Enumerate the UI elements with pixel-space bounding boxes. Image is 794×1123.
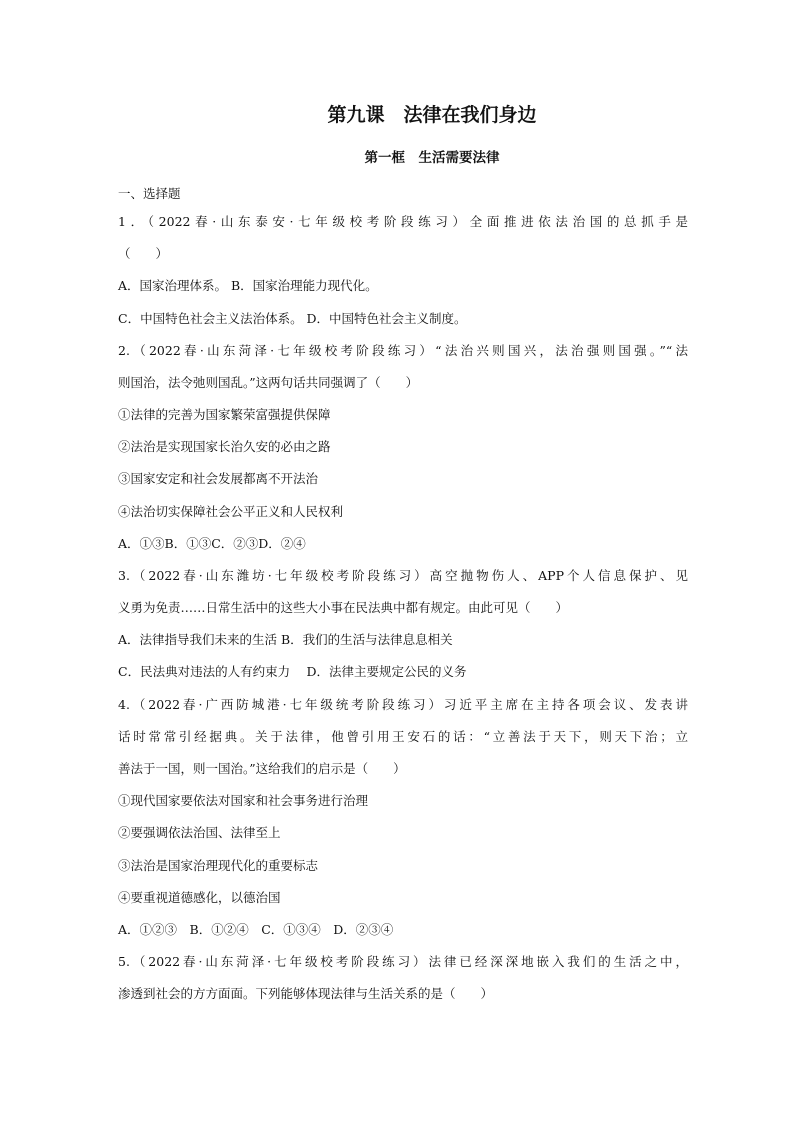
question-4-options: A．①②③ B．①②④ C．①③④ D．②③④: [118, 922, 394, 937]
question-1-options-ab: A．国家治理体系。 B．国家治理能力现代化。: [118, 278, 378, 293]
question-5-stem: 5.（2022春·山东菏泽·七年级校考阶段练习）法律已经深深地嵌入我们的生活之中，: [118, 954, 688, 969]
question-2-stem: 2.（2022春·山东菏泽·七年级校考阶段练习）“法治兴则国兴，法治强则国强。”“法: [118, 343, 688, 358]
question-4-item-1: ①现代国家要依法对国家和社会事务进行治理: [118, 793, 369, 808]
question-5-stem-cont: 渗透到社会的方方面面。下列能够体现法律与生活关系的是（ ）: [118, 986, 494, 1001]
question-4-item-4: ④要重视道德感化，以德治国: [118, 890, 281, 905]
question-3-stem: 3.（2022春·山东潍坊·七年级校考阶段练习）高空抛物伤人、APP个人信息保护、见: [118, 568, 688, 583]
question-4-stem-cont: 话时常常引经据典。关于法律，他曾引用王安石的话：“立善法于天下，则天下治；立: [118, 729, 688, 744]
question-2-stem-cont: 则国治，法令弛则国乱。”这两句话共同强调了（ ）: [118, 375, 419, 390]
question-2-item-2: ②法治是实现国家长治久安的必由之路: [118, 439, 331, 454]
question-2-item-1: ①法律的完善为国家繁荣富强提供保障: [118, 407, 331, 422]
question-2-options: A．①③B．①③C．②③D．②④: [118, 536, 306, 551]
question-4-item-3: ③法治是国家治理现代化的重要标志: [118, 858, 319, 873]
question-1-stem: 1．（2022春·山东泰安·七年级校考阶段练习）全面推进依法治国的总抓手是: [118, 214, 688, 229]
question-4-stem-end: 善法于一国，则一国治。”这给我们的启示是（ ）: [118, 761, 406, 776]
question-4-item-2: ②要强调依法治国、法律至上: [118, 825, 281, 840]
question-3-options-ab: A．法律指导我们未来的生活 B．我们的生活与法律息息相关: [118, 632, 453, 647]
question-1-options-cd: C．中国特色社会主义法治体系。 D．中国特色社会主义制度。: [118, 311, 467, 326]
question-2-item-4: ④法治切实保障社会公平正义和人民权利: [118, 504, 344, 519]
section-subtitle: 第一框 生活需要法律: [364, 150, 500, 166]
question-3-options-cd: C．民法典对违法的人有约束力 D．法律主要规定公民的义务: [118, 664, 467, 679]
lesson-title: 第九课 法律在我们身边: [327, 104, 537, 126]
question-2-item-3: ③国家安定和社会发展都离不开法治: [118, 471, 319, 486]
question-4-stem: 4.（2022春·广西防城港·七年级统考阶段练习）习近平主席在主持各项会议、发表讲: [118, 697, 688, 712]
question-1-blank: （ ）: [118, 246, 169, 261]
question-type-heading: 一、选择题: [118, 186, 181, 201]
question-3-stem-cont: 义勇为免责……日常生活中的这些大小事在民法典中都有规定。由此可见（ ）: [118, 600, 569, 615]
